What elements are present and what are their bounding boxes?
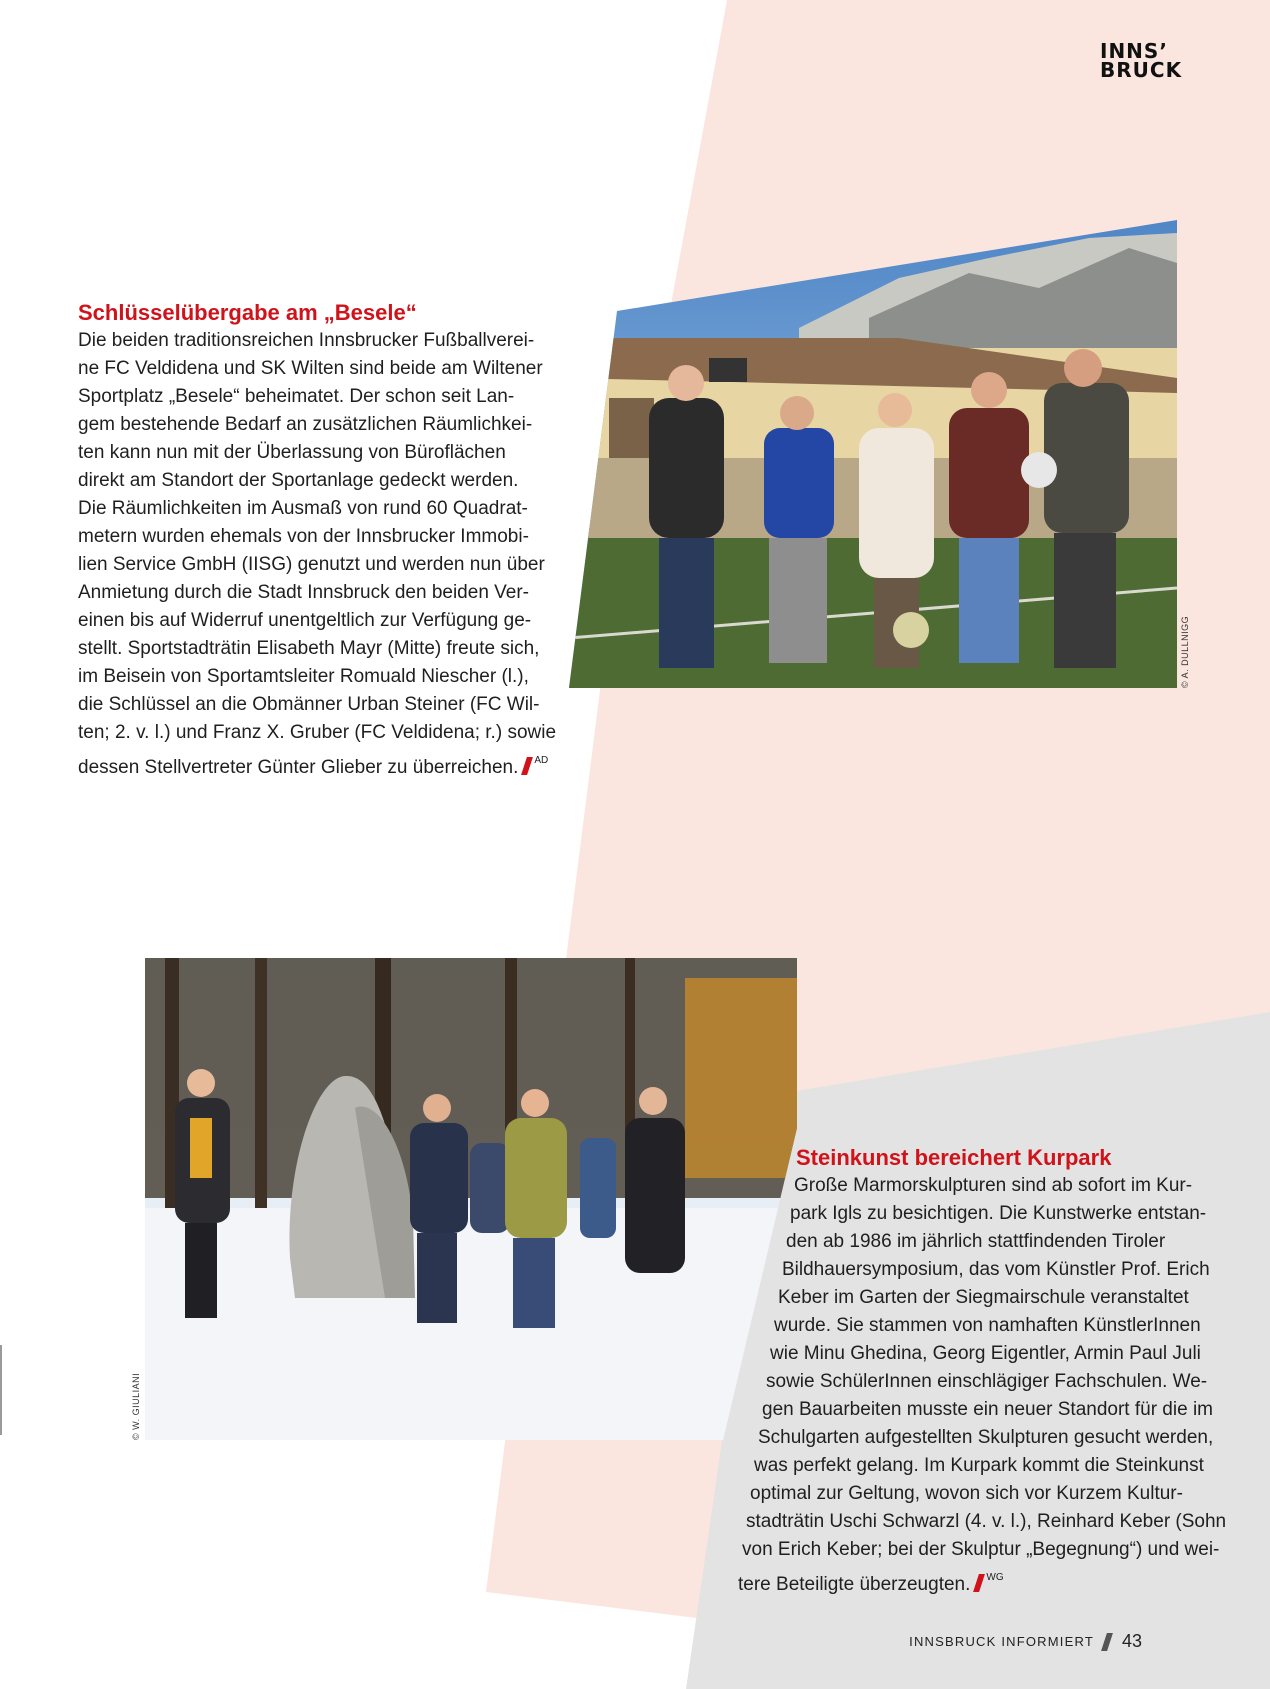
text-line: von Erich Keber; bei der Skulptur „Begegnung“) und wei-	[742, 1539, 1220, 1560]
text-line: Schulgarten aufgestellten Skulpturen gesucht werden,	[758, 1427, 1214, 1448]
text-line: im Beisein von Sportamtsleiter Romuald Niescher (l.),	[78, 666, 529, 687]
text-line: den ab 1986 im jährlich stattfindenden Tiroler	[786, 1231, 1166, 1252]
text-line: ten kann nun mit der Überlassung von Büroflächen	[78, 442, 506, 463]
article-kurpark-title: Steinkunst bereichert Kurpark	[796, 1145, 1112, 1170]
text-line: park Igls zu besichtigen. Die Kunstwerke entstan-	[790, 1203, 1207, 1224]
text-line: lien Service GmbH (IISG) genutzt und werden nun über	[78, 554, 545, 575]
text-line: Die beiden traditionsreichen Innsbrucker Fußballverei-	[78, 330, 535, 351]
text-line: wurde. Sie stammen von namhaften KünstlerInnen	[774, 1315, 1201, 1336]
article-kurpark	[736, 1144, 1227, 1599]
text-line: stellt. Sportstadträtin Elisabeth Mayr (Mitte) freute sich,	[78, 638, 540, 659]
photo-kurpark-sculptures	[145, 958, 797, 1440]
text-line: einen bis auf Widerruf unentgeltlich zur Verfügung ge-	[78, 610, 532, 631]
logo-line-2: BRUCK	[1100, 58, 1183, 82]
text-line: gem bestehende Bedarf an zusätzlichen Räumlichkei-	[78, 414, 533, 435]
text-line: direkt am Standort der Sportanlage gedeckt werden.	[78, 470, 519, 491]
text-line-text: dessen Stellvertreter Günter Glieber zu überreichen.	[78, 757, 519, 778]
footer-slash-icon	[1101, 1633, 1113, 1651]
text-line: was perfekt gelang. Im Kurpark kommt die Steinkunst	[754, 1455, 1204, 1476]
article-besele	[78, 299, 557, 782]
end-slash-icon	[973, 1574, 985, 1592]
text-line: Bildhauersymposium, das vom Künstler Prof. Erich	[782, 1259, 1210, 1280]
text-line: die Schlüssel an die Obmänner Urban Steiner (FC Wil-	[78, 694, 540, 715]
text-line-last	[738, 1564, 1216, 1599]
page-number: 43	[1121, 1631, 1142, 1651]
photo-besele-handover	[569, 218, 1177, 688]
text-line-last	[78, 747, 548, 782]
text-line: sowie SchülerInnen einschlägiger Fachschulen. We-	[766, 1371, 1208, 1392]
end-slash-icon	[521, 757, 533, 775]
text-line: stadträtin Uschi Schwarzl (4. v. l.), Reinhard Keber (Sohn	[746, 1511, 1227, 1532]
text-line: ne FC Veldidena und SK Wilten sind beide am Wiltener	[78, 358, 543, 379]
text-line: Sportplatz „Besele“ beheimatet. Der schon seit Lan-	[78, 386, 515, 407]
article-besele-title: Schlüsselübergabe am „Besele“	[78, 300, 417, 325]
text-line: Anmietung durch die Stadt Innsbruck den beiden Ver-	[78, 582, 530, 603]
text-line: ten; 2. v. l.) und Franz X. Gruber (FC Veldidena; r.) sowie	[78, 722, 557, 743]
photo-credit-1: © A. DULLNIGG	[1180, 615, 1190, 688]
photo-credit-2: © W. GIULIANI	[131, 1372, 141, 1440]
text-line: Keber im Garten der Siegmairschule veranstaltet	[778, 1287, 1189, 1308]
text-line-text: tere Beteiligte überzeugten.	[738, 1574, 971, 1595]
article-besele-body	[78, 327, 557, 782]
author-initials: AD	[534, 755, 549, 766]
text-line: Die Räumlichkeiten im Ausmaß von rund 60 Quadrat-	[78, 498, 528, 519]
author-initials: WG	[986, 1572, 1004, 1583]
text-line: wie Minu Ghedina, Georg Eigentler, Armin Paul Juli	[770, 1343, 1201, 1364]
article-kurpark-body	[736, 1172, 1227, 1599]
text-line: metern wurden ehemals von der Innsbrucker Immobi-	[78, 526, 529, 547]
text-line: gen Bauarbeiten musste ein neuer Standort für die im	[762, 1399, 1213, 1420]
innsbruck-logo	[1100, 39, 1183, 82]
publication-name: INNSBRUCK INFORMIERT	[909, 1634, 1094, 1649]
logo-line-1: INNS’	[1100, 39, 1168, 63]
text-line: Große Marmorskulpturen sind ab sofort im Kur-	[794, 1175, 1193, 1196]
text-line: optimal zur Geltung, wovon sich vor Kurzem Kultur-	[750, 1483, 1183, 1504]
page-footer	[909, 1631, 1142, 1652]
left-edge-mark	[0, 1345, 2, 1435]
